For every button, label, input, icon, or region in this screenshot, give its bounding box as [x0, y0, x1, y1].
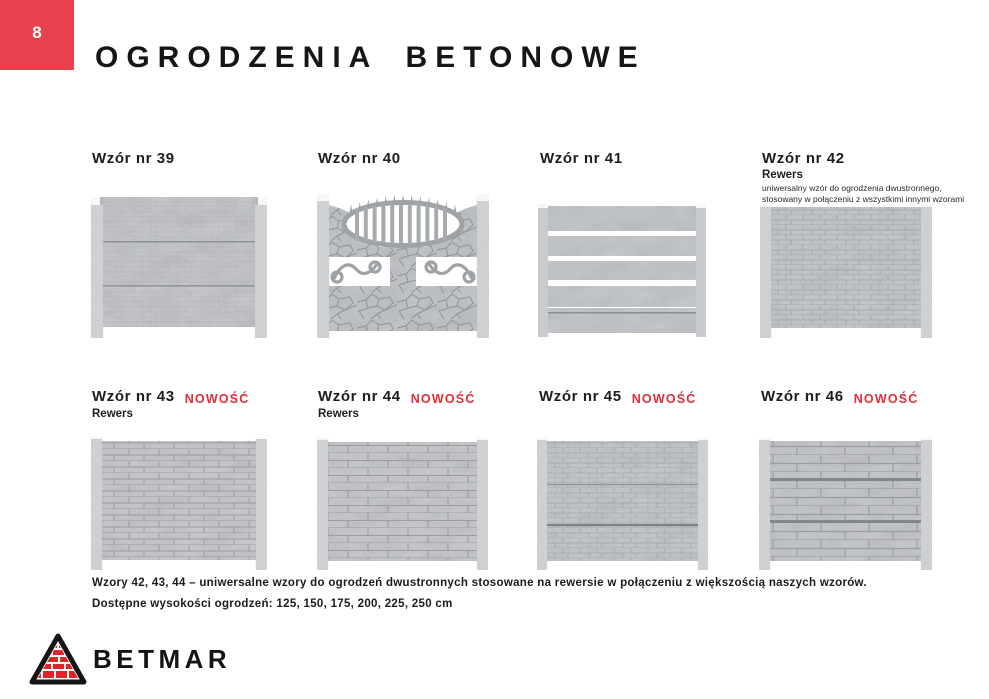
new-badge: NOWOŚĆ — [410, 392, 476, 406]
product-label: Wzór nr 41 — [540, 150, 623, 167]
new-badge: NOWOŚĆ — [631, 392, 697, 406]
product-label: Wzór nr 42 — [762, 150, 845, 167]
product-sublabel: Rewers — [92, 408, 133, 420]
product-description-line1: uniwersalny wzór do ogrodzenia dwustronnego, — [762, 183, 942, 193]
notes-line-2: Dostępne wysokości ogrodzeń: 125, 150, 175, 200, 225, 250 cm — [92, 598, 453, 610]
brand-name: BETMAR — [93, 644, 232, 674]
product-cell-39 — [92, 150, 175, 167]
product-label: Wzór nr 40 — [318, 150, 401, 167]
product-cell-42 — [762, 150, 964, 205]
page-title: OGRODZENIA BETONOWE — [95, 41, 646, 74]
product-cell-41 — [540, 150, 623, 167]
page-number: 8 — [32, 23, 42, 42]
fence-image-39 — [91, 197, 267, 338]
fence-image-41 — [538, 204, 706, 337]
page-number-badge — [0, 0, 74, 70]
product-cell-44 — [318, 388, 476, 420]
new-badge: NOWOŚĆ — [853, 392, 919, 406]
product-cell-45 — [539, 388, 697, 406]
product-cell-46 — [761, 388, 919, 406]
fence-image-40 — [317, 189, 489, 338]
notes-line-1: Wzory 42, 43, 44 – uniwersalne wzory do ogrodzeń dwustronnych stosowane na rewersie w połączeniu z większością naszych wzorów. — [92, 577, 867, 589]
fence-image-45 — [537, 438, 708, 570]
product-sublabel: Rewers — [762, 169, 803, 181]
brand-logo — [28, 632, 88, 688]
product-label: Wzór nr 45 — [539, 388, 622, 405]
fence-image-42 — [760, 205, 932, 338]
product-cell-43 — [92, 388, 250, 420]
product-label: Wzór nr 46 — [761, 388, 844, 405]
new-badge: NOWOŚĆ — [184, 392, 250, 406]
product-label: Wzór nr 43 — [92, 388, 175, 405]
fence-image-44 — [317, 438, 488, 570]
fence-image-46 — [759, 438, 932, 570]
product-label: Wzór nr 39 — [92, 150, 175, 167]
product-sublabel: Rewers — [318, 408, 359, 420]
brick-pyramid-triangle-icon — [28, 632, 88, 688]
product-label: Wzór nr 44 — [318, 388, 401, 405]
fence-image-43 — [91, 437, 267, 570]
product-cell-40 — [318, 150, 401, 167]
product-description-line2: stosowany w połączeniu z wszystkimi innymi wzorami — [762, 194, 965, 205]
